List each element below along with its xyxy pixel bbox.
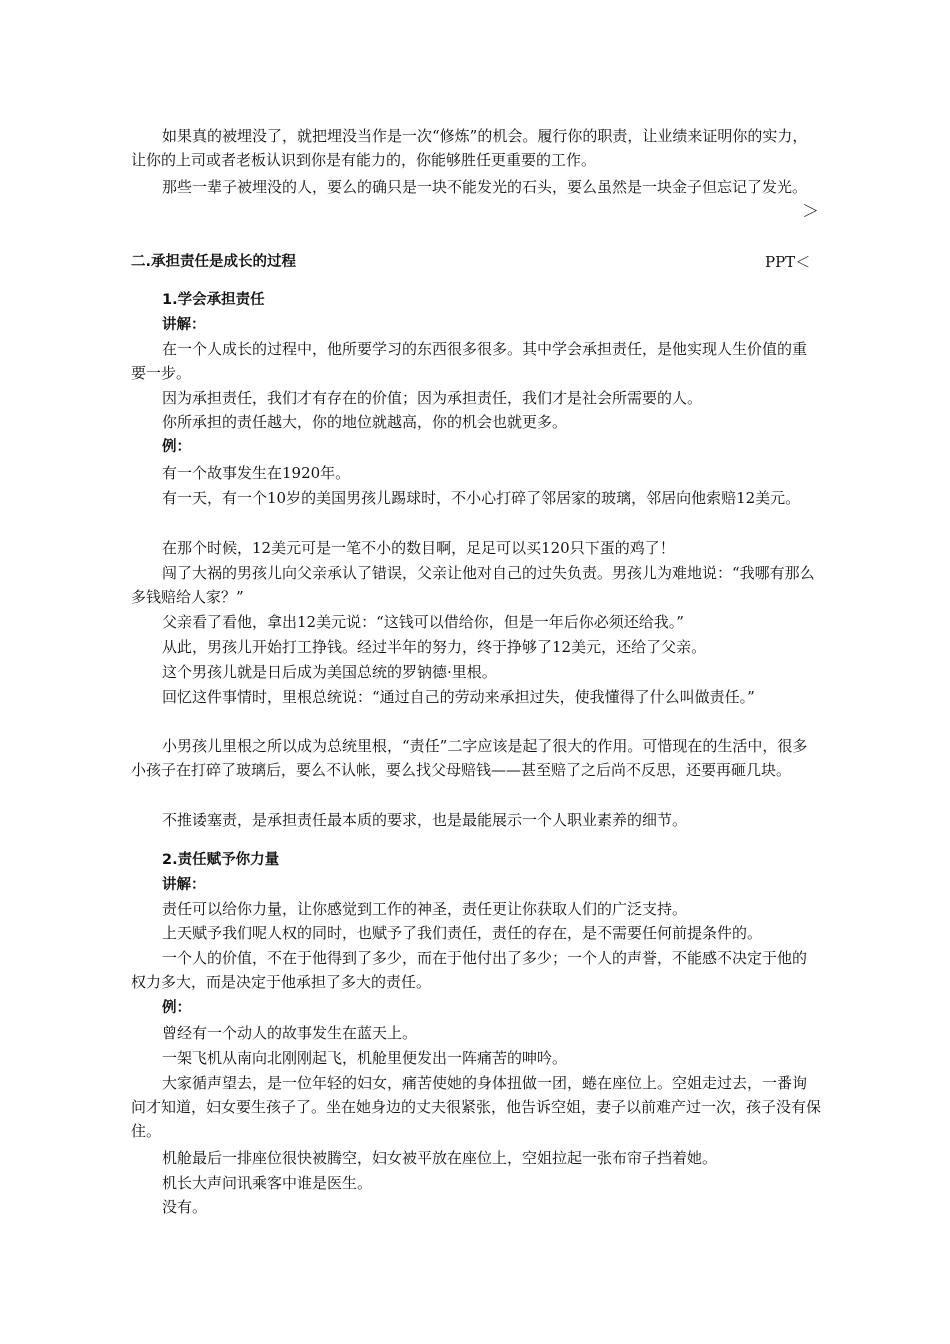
sub1-example-paragraph: 有一天，有一个10岁的美国男孩儿踢球时，不小心打碎了邻居家的玻璃，邻居向他索赔12美元。 — [162, 489, 801, 507]
intro-paragraph-2: 那些一辈子被埋没的人，要么的确只是一块不能发光的石头，要么虽然是一块金子但忘记了发光。 — [162, 178, 808, 196]
sub1-example-paragraph: 回忆这件事情时，里根总统说：“通过自己的劳动来承担过失，使我懂得了什么叫做责任。” — [162, 688, 755, 706]
sub2-explain-paragraph: 责任可以给你力量，让你感觉到工作的神圣，责任更让你获取人们的广泛支持。 — [162, 900, 688, 918]
sub1-example-paragraph: 小男孩儿里根之所以成为总统里根，“责任”二字应该是起了很大的作用。可惜现在的生活中，很多小孩子在打碎了玻璃后，要么不认帐，要么找父母赔钱——甚至赔了之后尚不反思，还要再砸几块。 — [131, 737, 808, 779]
sub1-explain-paragraph: 因为承担责任，我们才有存在的价值；因为承担责任，我们才是社会所需要的人。 — [162, 389, 703, 407]
sub2-explain-paragraph: 上天赋予我们呢人权的同时，也赋予了我们责任，责任的存在，是不需要任何前提条件的。 — [162, 924, 763, 942]
sub2-example-paragraph: 没有。 — [162, 1198, 208, 1216]
sub1-example-paragraph: 父亲看了看他，拿出12美元说：“这钱可以借给你，但是一年后你必须还给我。” — [162, 613, 684, 631]
next-arrow-mark: ＞ — [802, 202, 819, 222]
sub2-example-paragraph: 大家循声望去，是一位年轻的妇女，痛苦使她的身体扭做一团，蜷在座位上。空姐走过去，一番询问才知道，妇女要生孩子了。坐在她身边的丈夫很紧张，他告诉空姐，妻子以前难产过一次，孩子没有保住。 — [131, 1074, 822, 1140]
sub1-example-paragraph: 闯了大祸的男孩儿向父亲承认了错误，父亲让他对自己的过失负责。男孩儿为难地说：“我哪有那么多钱赔给人家？” — [131, 564, 815, 606]
sub2-example-paragraph: 机舱最后一排座位很快被腾空，妇女被平放在座位上，空姐拉起一张布帘子挡着她。 — [162, 1149, 718, 1167]
sub2-example-paragraph: 一架飞机从南向北刚刚起飞，机舱里便发出一阵痛苦的呻吟。 — [162, 1049, 568, 1067]
sub1-example-paragraph: 不推诿塞责，是承担责任最本质的要求，也是最能展示一个人职业素养的细节。 — [162, 811, 688, 829]
sub1-example-paragraph: 这个男孩儿就是日后成为美国总统的罗钠德·里根。 — [162, 663, 497, 681]
subsection-heading-2: 2.责任赋予你力量 — [162, 852, 280, 868]
sub1-example-paragraph: 有一个故事发生在1920年。 — [162, 464, 351, 482]
example-label-2: 例： — [162, 1000, 191, 1016]
sub2-explain-paragraph: 一个人的价值，不在于他得到了多少，而在于他付出了多少；一个人的声誉，不能感不决定于他的权力多大，而是决定于他承担了多大的责任。 — [131, 949, 808, 991]
explain-label-1: 讲解： — [162, 317, 206, 333]
intro-paragraph-1: 如果真的被埋没了，就把埋没当作是一次“修炼”的机会。履行你的职责，让业绩来证明你的实力，让你的上司或者老板认识到你是有能力的，你能够胜任更重要的工作。 — [131, 127, 808, 169]
section-heading: 二.承担责任是成长的过程 — [131, 254, 297, 270]
example-label-1: 例： — [162, 439, 191, 455]
sub2-example-paragraph: 机长大声问讯乘客中谁是医生。 — [162, 1174, 373, 1192]
sub1-explain-paragraph: 在一个人成长的过程中，他所要学习的东西很多很多。其中学会承担责任，是他实现人生价值的重要一步。 — [131, 340, 808, 382]
sub1-explain-paragraph: 你所承担的责任越大，你的地位就越高，你的机会也就更多。 — [162, 413, 568, 431]
explain-label-2: 讲解： — [162, 877, 206, 893]
sub2-example-paragraph: 曾经有一个动人的故事发生在蓝天上。 — [162, 1024, 418, 1042]
sub1-example-paragraph: 在那个时候，12美元可是一笔不小的数目啊，足足可以买120只下蛋的鸡了！ — [162, 539, 675, 557]
subsection-heading-1: 1.学会承担责任 — [162, 292, 265, 308]
sub1-example-paragraph: 从此，男孩儿开始打工挣钱。经过半年的努力，终于挣够了12美元，还给了父亲。 — [162, 638, 707, 656]
ppt-mark: PPT＜ — [765, 253, 811, 271]
